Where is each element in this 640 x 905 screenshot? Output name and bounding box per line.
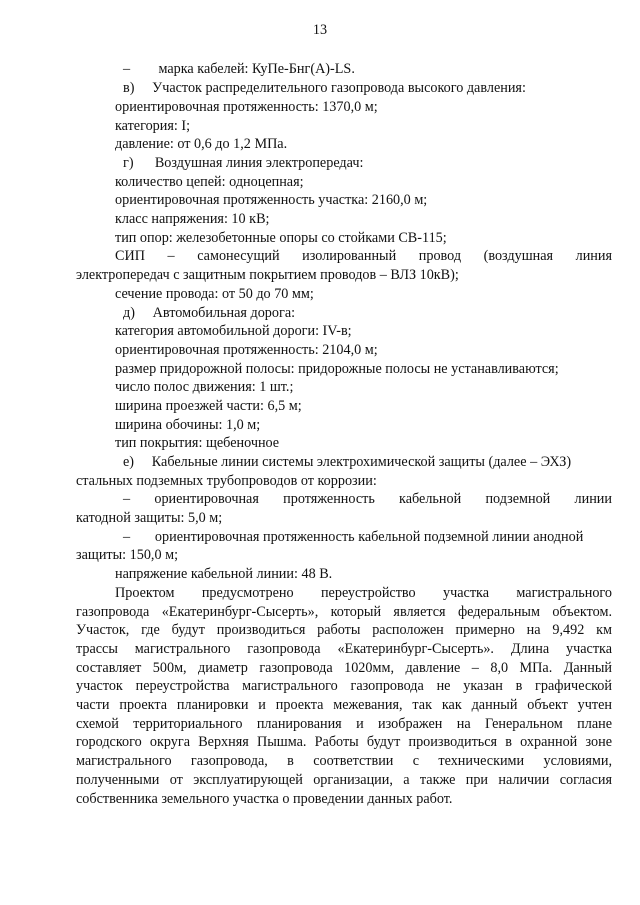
text-line: защиты: 150,0 м;: [76, 547, 179, 563]
text-line: ширина обочины: 1,0 м;: [115, 417, 261, 433]
text-line: напряжение кабельной линии: 48 В.: [115, 566, 333, 582]
text-line: полученными от эксплуатирующей организации, а также при наличии согласия: [76, 772, 612, 788]
text-line: категория автомобильной дороги: IV-в;: [115, 323, 352, 339]
text-line: ширина проезжей части: 6,5 м;: [115, 398, 302, 414]
text-line: размер придорожной полосы: придорожные полосы не устанавливаются;: [115, 361, 559, 377]
text-line: в) Участок распределительного газопровода высокого давления:: [123, 80, 526, 96]
text-line: газопровода «Екатеринбург-Сысерть», который является федеральным объектом.: [76, 604, 612, 620]
text-line: электропередач с защитным покрытием проводов – ВЛЗ 10кВ);: [76, 267, 459, 283]
text-line: сечение провода: от 50 до 70 мм;: [115, 286, 314, 302]
text-line: схемой территориального планирования и изображен на Генеральном плане: [76, 716, 612, 732]
text-line: тип покрытия: щебеночное: [115, 435, 280, 451]
text-line: количество цепей: одноцепная;: [115, 174, 304, 190]
text-line: ориентировочная протяженность: 2104,0 м;: [115, 342, 378, 358]
text-line: ориентировочная протяженность участка: 2160,0 м;: [115, 192, 428, 208]
text-line: составляет 500м, диаметр газопровода 1020мм, давление – 8,0 МПа. Данный: [76, 660, 612, 676]
text-line: Участок, где будут производиться работы расположен примерно на 9,492 км: [76, 622, 612, 638]
text-line: – марка кабелей: КуПе-Бнг(А)-LS.: [123, 61, 355, 77]
text-line: магистрального газопровода, в соответствии с техническими условиями,: [76, 753, 612, 769]
text-line: трассы магистрального газопровода «Екатеринбург-Сысерть». Длина участка: [76, 641, 612, 657]
text-line: категория: I;: [115, 118, 191, 134]
text-line: участок переустройства магистрального газопровода не указан в графической: [76, 678, 612, 694]
text-line: городского округа Верхняя Пышма. Работы будут производиться в охранной зоне: [76, 734, 612, 750]
text-line: ориентировочная протяженность: 1370,0 м;: [115, 99, 378, 115]
text-line: части проекта планировки и проекта межевания, так как данный объект учтен: [76, 697, 612, 713]
text-line: давление: от 0,6 до 1,2 МПа.: [115, 136, 288, 152]
text-line: д) Автомобильная дорога:: [123, 305, 296, 321]
text-line: СИП – самонесущий изолированный провод (воздушная линия: [115, 248, 612, 264]
text-line: тип опор: железобетонные опоры со стойками СВ-115;: [115, 230, 447, 246]
text-line: класс напряжения: 10 кВ;: [115, 211, 270, 227]
text-line: число полос движения: 1 шт.;: [115, 379, 294, 395]
page-number: 13: [312, 22, 328, 38]
text-line: – ориентировочная протяженность кабельной подземной линии: [123, 491, 612, 507]
text-line: е) Кабельные линии системы электрохимической защиты (далее – ЭХЗ): [123, 454, 572, 470]
text-line: собственника земельного участка о проведении данных работ.: [76, 791, 453, 807]
text-line: – ориентировочная протяженность кабельной подземной линии анодной: [123, 529, 584, 545]
text-line: Проектом предусмотрено переустройство участка магистрального: [115, 585, 612, 601]
text-line: катодной защиты: 5,0 м;: [76, 510, 223, 526]
text-line: стальных подземных трубопроводов от коррозии:: [76, 473, 377, 489]
text-line: г) Воздушная линия электропередач:: [123, 155, 364, 171]
